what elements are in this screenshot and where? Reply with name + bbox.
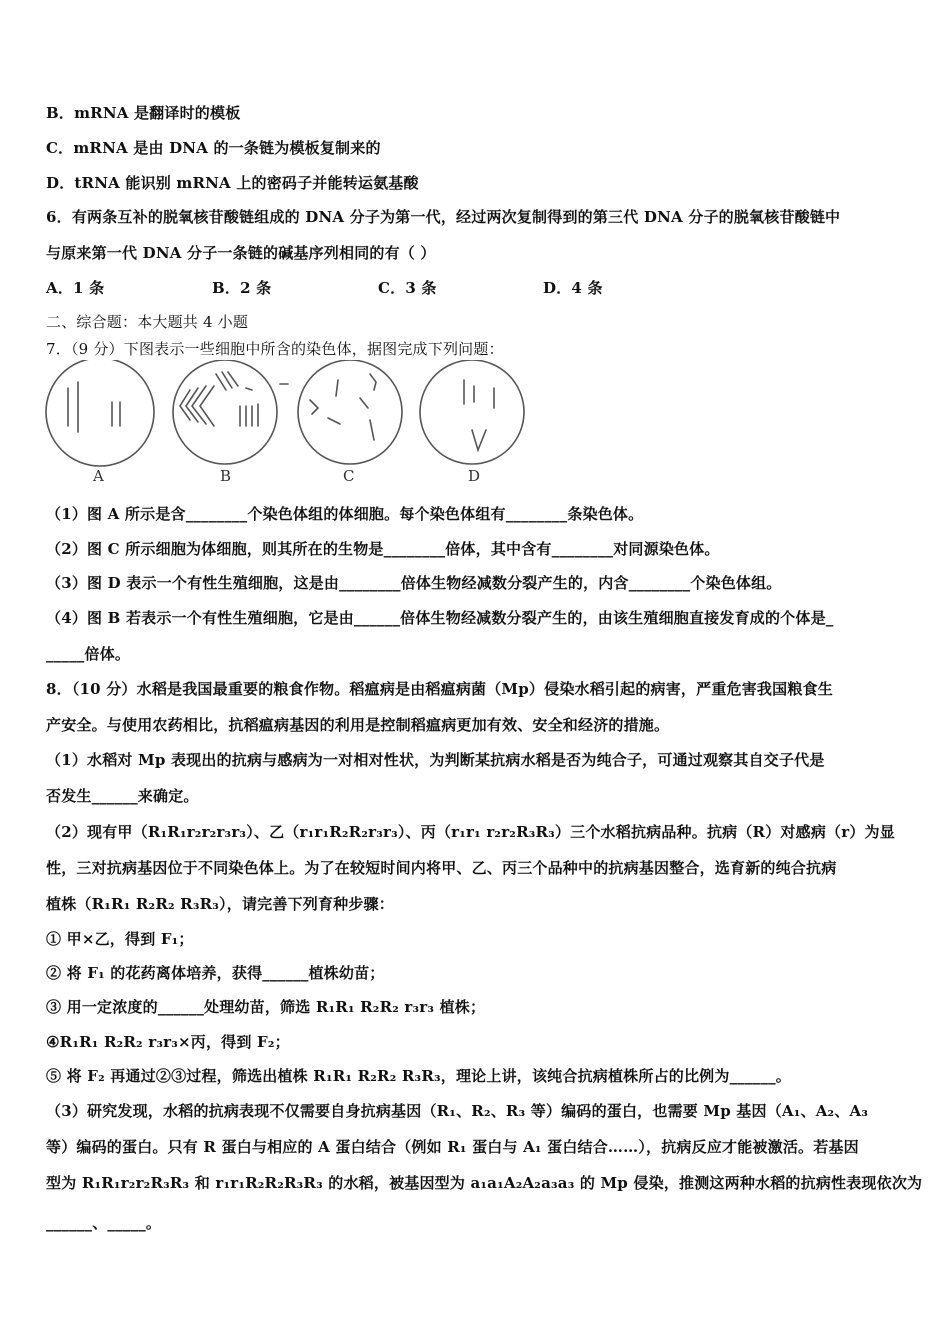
cell-label-a: A [93, 467, 104, 485]
q7-part4-line2: _____倍体。 [46, 645, 131, 663]
cell-d [420, 360, 524, 464]
q8-stem-line2: 产安全。与使用农药相比，抗稻瘟病基因的利用是控制稻瘟病更加有效、安全和经济的措施。 [46, 716, 670, 734]
cell-b-chromosomes [180, 372, 288, 426]
q6-option-d: D．4 条 [543, 279, 603, 297]
cell-d-chromosomes [464, 380, 494, 450]
q7-part4-line1: （4）图 B 若表示一个有性生殖细胞，它是由______倍体生物经减数分裂产生的，由该生殖细胞直接发育成的个体是_ [46, 609, 834, 627]
q6-stem-line2: 与原来第一代 DNA 分子一条链的碱基序列相同的有（ ） [46, 244, 436, 262]
q8-part3-line1: （3）研究发现，水稻的抗病表现不仅需要自身抗病基因（R₁、R₂、R₃ 等）编码的蛋白，也需要 Mp 基因（A₁、A₂、A₃ [46, 1102, 869, 1120]
q8-part1-line1: （1）水稻对 Mp 表现出的抗病与感病为一对相对性状，为判断某抗病水稻是否为纯合子，可通过观察其自交子代是 [46, 751, 825, 769]
cell-label-b: B [220, 467, 232, 485]
q6-stem-line1: 6．有两条互补的脱氧核苷酸链组成的 DNA 分子为第一代，经过两次复制得到的第三代 DNA 分子的脱氧核苷酸链中 [46, 208, 841, 226]
cell-a [46, 360, 154, 466]
option-c: C．mRNA 是由 DNA 的一条链为模板复制来的 [46, 139, 381, 157]
q8-part2-line3: 植株（R₁R₁ R₂R₂ R₃R₃），请完善下列育种步骤： [46, 895, 394, 913]
q8-step1: ① 甲×乙，得到 F₁； [46, 930, 194, 948]
q8-part2-line1: （2）现有甲（R₁R₁r₂r₂r₃r₃）、乙（r₁r₁R₂R₂r₃r₃）、丙（r₁r₁ r₂r₂R₃R₃）三个水稻抗病品种。抗病（R）对感病（r）为显 [46, 823, 895, 841]
chromosome-diagram [40, 360, 530, 490]
q8-part3-line2: 等）编码的蛋白。只有 R 蛋白与相应的 A 蛋白结合（例如 R₁ 蛋白与 A₁ 蛋白结合……），抗病反应才能被激活。若基因 [46, 1138, 859, 1156]
cell-c-chromosomes [310, 374, 376, 440]
q8-step5: ⑤ 将 F₂ 再通过②③过程，筛选出植株 R₁R₁ R₂R₂ R₃R₃，理论上讲，该纯合抗病植株所占的比例为______。 [46, 1067, 791, 1085]
option-b: B．mRNA 是翻译时的模板 [46, 104, 241, 122]
q6-option-a: A．1 条 [46, 279, 105, 297]
q7-part2: （2）图 C 所示细胞为体细胞，则其所在的生物是________倍体，其中含有________对同源染色体。 [46, 540, 720, 558]
q8-step2: ② 将 F₁ 的花药离体培养，获得______植株幼苗； [46, 964, 385, 982]
chromosome-figure [40, 360, 530, 490]
q7-part1: （1）图 A 所示是含________个染色体组的体细胞。每个染色体组有________条染色体。 [46, 505, 644, 523]
section-heading: 二、综合题：本大题共 4 小题 [46, 313, 249, 331]
q8-part3-line4: ______、_____。 [46, 1214, 162, 1232]
cell-label-c: C [343, 467, 355, 485]
cell-a-chromosomes [68, 382, 120, 432]
q8-part2-line2: 性，三对抗病基因位于不同染色体上。为了在较短时间内将甲、乙、丙三个品种中的抗病基因整合，选育新的纯合抗病 [46, 859, 837, 877]
q8-step4: ④R₁R₁ R₂R₂ r₃r₃×丙，得到 F₂； [46, 1033, 290, 1051]
q8-part1-line2: 否发生______来确定。 [46, 787, 199, 805]
q8-step3: ③ 用一定浓度的______处理幼苗，筛选 R₁R₁ R₂R₂ r₃r₃ 植株； [46, 998, 486, 1016]
option-d: D．tRNA 能识别 mRNA 上的密码子并能转运氨基酸 [46, 174, 419, 192]
q8-part3-line3: 型为 R₁R₁r₂r₂R₃R₃ 和 r₁r₁R₂R₂R₃R₃ 的水稻，被基因型为 a₁a₁A₂A₂a₃a₃ 的 Mp 侵染，推测这两种水稻的抗病性表现依次为 [46, 1174, 923, 1192]
q8-stem-line1: 8．（10 分）水稻是我国最重要的粮食作物。稻瘟病是由稻瘟病菌（Mp）侵染水稻引起的病害，严重危害我国粮食生 [46, 680, 833, 698]
cell-label-d: D [468, 467, 481, 485]
q6-option-c: C．3 条 [378, 279, 437, 297]
q7-part3: （3）图 D 表示一个有性生殖细胞，这是由________倍体生物经减数分裂产生的，内含________个染色体组。 [46, 574, 782, 592]
q6-option-b: B．2 条 [212, 279, 272, 297]
q7-stem: 7．（9 分）下图表示一些细胞中所含的染色体，据图完成下列问题： [46, 340, 504, 358]
